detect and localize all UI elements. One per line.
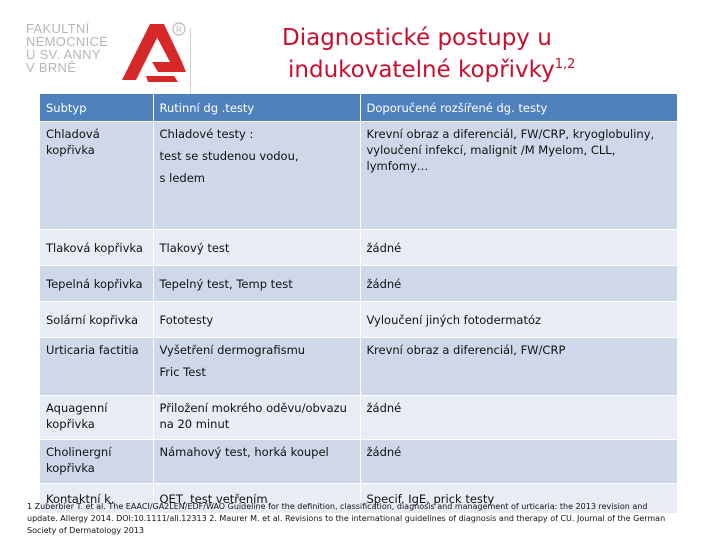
hospital-logo-text [26, 22, 108, 74]
cell-text: kopřivka [46, 461, 95, 475]
table-header-row [40, 94, 677, 122]
cell-text: Aquagenní [46, 401, 108, 415]
extended-cell [360, 338, 677, 396]
cell-text: žádné [366, 445, 402, 459]
cell-text: žádné [366, 276, 402, 291]
cell-text: Urticaria factitia [46, 343, 139, 357]
cell-text: Cholinergní [46, 445, 112, 459]
extended-cell [360, 266, 677, 302]
svg-text:R: R [176, 25, 182, 35]
subtype-cell [40, 122, 153, 230]
cell-text: Kontaktní k. [46, 491, 115, 506]
header-extended-tests: Doporučené rozšířené dg. testy [360, 94, 677, 122]
header-subtype: Subtyp [40, 94, 153, 122]
extended-cell [360, 230, 677, 266]
title-line-2-text: indukovatelné kopřivky [288, 57, 555, 83]
cell-text: Krevní obraz a diferenciál, FW/CRP, kryoglobuliny, [366, 127, 655, 141]
routine-cell [153, 302, 360, 338]
subtype-cell [40, 440, 153, 484]
routine-cell [153, 122, 360, 230]
extended-cell [360, 396, 677, 440]
table-row [40, 396, 677, 440]
cell-text: s ledem [159, 171, 205, 185]
extended-cell [360, 122, 677, 230]
logo-line: V BRNĚ [26, 60, 77, 75]
cell-text: žádné [366, 401, 402, 415]
table-row [40, 266, 677, 302]
cell-text: na 20 minut [159, 417, 230, 431]
subtype-cell [40, 396, 153, 440]
footnote-line: 1 Zuberbier T. et al. The EAACI/GA2LEN/EDF/WAO Guideline for the definition, classification, diagnosis and management of urticaria: the 2013 revision and [27, 502, 648, 511]
header-routine-tests: Rutinní dg .testy [153, 94, 360, 122]
title-line-2 [282, 54, 702, 86]
cell-text: Tlakový test [159, 240, 230, 255]
routine-cell [153, 230, 360, 266]
extended-cell [360, 440, 677, 484]
subtype-cell [40, 302, 153, 338]
title-citation: 1,2 [554, 57, 576, 72]
logo-line: NEMOCNICE [26, 34, 109, 49]
footnote-line: update. Allergy 2014. DOI:10.1111/all.12313 2. Maurer M. et al. Revisions to the international guidelines of diagnosis and therapy of CU. Journal of the German [27, 514, 666, 523]
cell-text: Tepelná kopřivka [46, 276, 143, 291]
title-line-1: Diagnostické postupy u [282, 25, 552, 51]
table-row [40, 440, 677, 484]
cell-text: Krevní obraz a diferenciál, FW/CRP [366, 343, 566, 357]
cell-text: kopřivka [46, 417, 95, 431]
table-row [40, 338, 677, 396]
subtype-cell [40, 230, 153, 266]
footnote-line: Society of Dermatology 2013 [27, 526, 144, 535]
logo-divider [190, 28, 191, 96]
logo-line: U SV. ANNY [26, 47, 101, 62]
cell-text: Specif. IgE, prick testy [366, 491, 495, 506]
cell-text: Fototesty [159, 312, 214, 327]
routine-cell [153, 266, 360, 302]
table-row [40, 302, 677, 338]
cell-text: Vyloučení jiných fotodermatóz [366, 312, 542, 327]
cell-text: kopřivka [46, 143, 95, 157]
table-row [40, 122, 677, 230]
cell-text: Tlaková kopřivka [46, 240, 143, 255]
routine-cell [153, 440, 360, 484]
cell-text: Námahový test, horká koupel [159, 445, 329, 459]
subtype-cell [40, 338, 153, 396]
hospital-logo-mark-icon [112, 18, 188, 84]
routine-cell [153, 396, 360, 440]
cell-text: Chladové testy : [159, 127, 254, 141]
cell-text: žádné [366, 240, 402, 255]
subtype-cell [40, 266, 153, 302]
cell-text: test se studenou vodou, [159, 149, 299, 163]
table-row [40, 230, 677, 266]
cell-text: Fric Test [159, 365, 206, 379]
cell-text: lymfomy… [366, 159, 429, 173]
cell-text: Vyšetření dermografismu [159, 343, 306, 357]
cell-text: Tepelný test, Temp test [159, 276, 293, 291]
logo-line: FAKULTNÍ [26, 21, 90, 36]
cell-text: Přiložení mokrého oděvu/obvazu [159, 401, 347, 415]
slide-title [282, 22, 702, 86]
cell-text: Chladová [46, 127, 100, 141]
extended-cell [360, 302, 677, 338]
routine-cell [153, 338, 360, 396]
footnote [27, 501, 695, 537]
cell-text: vyloučení infekcí, malignit /M Myelom, CLL, [366, 143, 616, 157]
diagnostic-table [40, 94, 678, 514]
cell-text: OET, test vetřením [159, 491, 268, 506]
cell-text: Solární kopřivka [46, 312, 139, 327]
